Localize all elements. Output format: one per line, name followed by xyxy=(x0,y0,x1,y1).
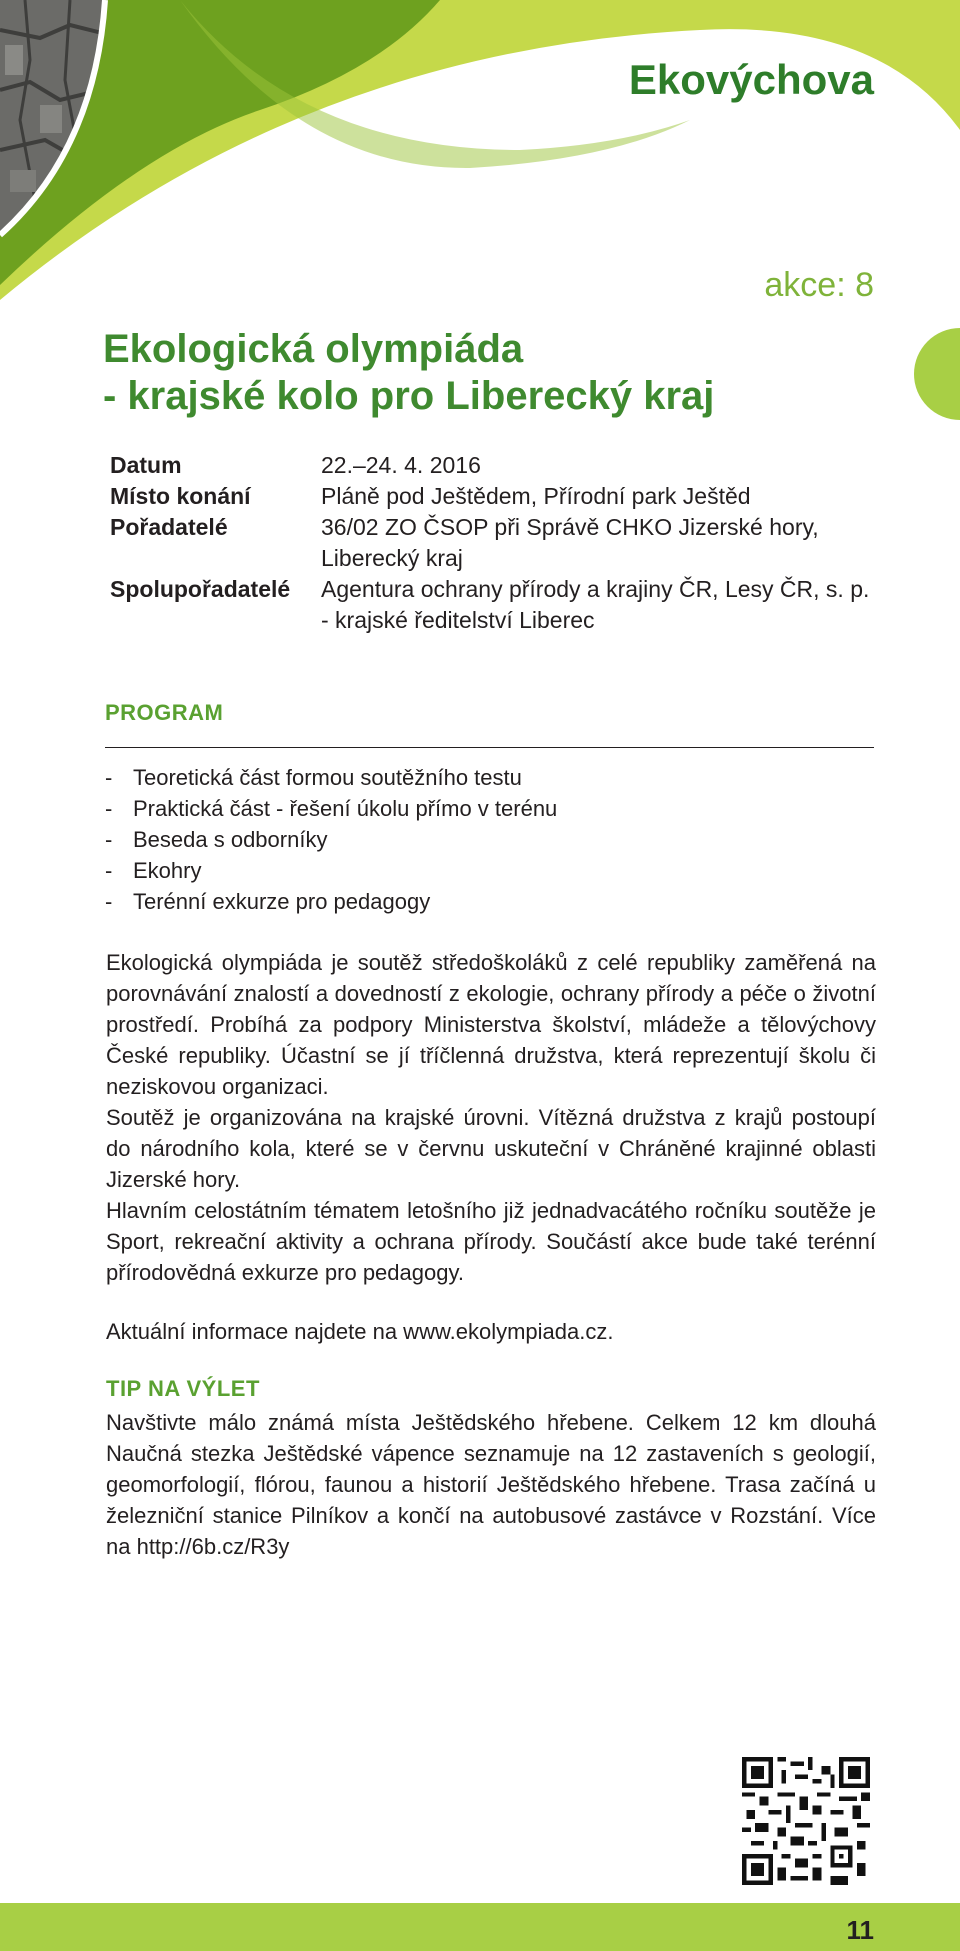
description-paragraph: Hlavním celostátním tématem letošního již jednadvacátého ročníku soutěže je Sport, rekreační aktivity a ochrana přírody. Součástí akce bude také terénní přírodovědná exkurze pro pedagogy. xyxy=(106,1198,876,1285)
program-list xyxy=(105,762,557,917)
program-item-text: Ekohry xyxy=(133,858,202,883)
description-paragraph: Soutěž je organizována na krajské úrovni. Vítězná družstva z krajů postoupí do národního kola, které se v červnu uskuteční v Chráněné krajinné oblasti Jizerské hory. xyxy=(106,1105,876,1192)
info-label: Místo konání xyxy=(110,483,251,509)
info-label: Datum xyxy=(110,452,182,478)
info-row-co-organizers xyxy=(110,574,890,636)
program-item-text: Terénní exkurze pro pedagogy xyxy=(133,889,431,914)
page-number: 11 xyxy=(846,1915,874,1945)
event-title xyxy=(103,326,863,420)
tip-heading: TIP NA VÝLET xyxy=(106,1376,260,1401)
side-tab-marker xyxy=(914,328,960,420)
description xyxy=(106,947,876,1288)
program-heading: PROGRAM xyxy=(105,700,224,725)
info-row-organizers xyxy=(110,512,890,574)
program-item-text: Praktická část - řešení úkolu přímo v terénu xyxy=(133,796,558,821)
info-row-date xyxy=(110,450,890,481)
tip-text: Navštivte málo známá místa Ještědského hřebene. Celkem 12 km dlouhá Naučná stezka Ještědské vápence seznamuje na 12 zastaveních s geologií, geomorfologií, flórou, faunou a historií Ještědského hřebene. Trasa začíná u železniční stanice Pilníkov a končí na autobusové zastávce v Rozstání. Více na http://6b.cz/R3y xyxy=(106,1410,876,1559)
info-value: 22.–24. 4. 2016 xyxy=(321,452,481,478)
footer-bar xyxy=(0,1903,960,1951)
info-value: Pláně pod Ještědem, Přírodní park Ještěd xyxy=(321,483,751,509)
list-item: - Praktická část - řešení úkolu přímo v terénu xyxy=(105,793,557,824)
program-item-text: Beseda s odborníky xyxy=(133,827,328,852)
list-item: - Teoretická část formou soutěžního testu xyxy=(105,762,557,793)
event-title-line2: - krajské kolo pro Liberecký kraj xyxy=(103,373,715,418)
section-title: Ekovýchova xyxy=(628,56,874,103)
info-label: Pořadatelé xyxy=(110,514,228,540)
info-value: 36/02 ZO ČSOP při Správě CHKO Jizerské hory, Liberecký kraj xyxy=(321,514,819,571)
event-info-table xyxy=(110,450,890,636)
divider xyxy=(105,747,874,748)
program-item-text: Teoretická část formou soutěžního testu xyxy=(133,765,522,790)
list-item: - Terénní exkurze pro pedagogy xyxy=(105,886,557,917)
info-label: Spolupořadatelé xyxy=(110,576,291,602)
list-item: - Beseda s odborníky xyxy=(105,824,557,855)
action-number: akce: 8 xyxy=(764,266,874,304)
qr-code-icon xyxy=(742,1757,870,1885)
list-item: - Ekohry xyxy=(105,855,557,886)
more-info-text: Aktuální informace najdete na www.ekolympiada.cz. xyxy=(106,1319,614,1344)
description-paragraph: Ekologická olympiáda je soutěž středoškoláků z celé republiky zaměřená na porovnávání znalostí a dovedností z ekologie, ochrany přírody a péče o životní prostředí. Probíhá za podpory Ministerstva školství, mládeže a tělovýchovy České republiky. Účastní se jí tříčlenná družstva, která reprezentují školu či neziskovou organizaci. xyxy=(106,950,876,1099)
info-row-venue xyxy=(110,481,890,512)
info-value: Agentura ochrany přírody a krajiny ČR, Lesy ČR, s. p. - krajské ředitelství Liberec xyxy=(321,576,870,633)
event-title-line1: Ekologická olympiáda xyxy=(103,327,524,371)
